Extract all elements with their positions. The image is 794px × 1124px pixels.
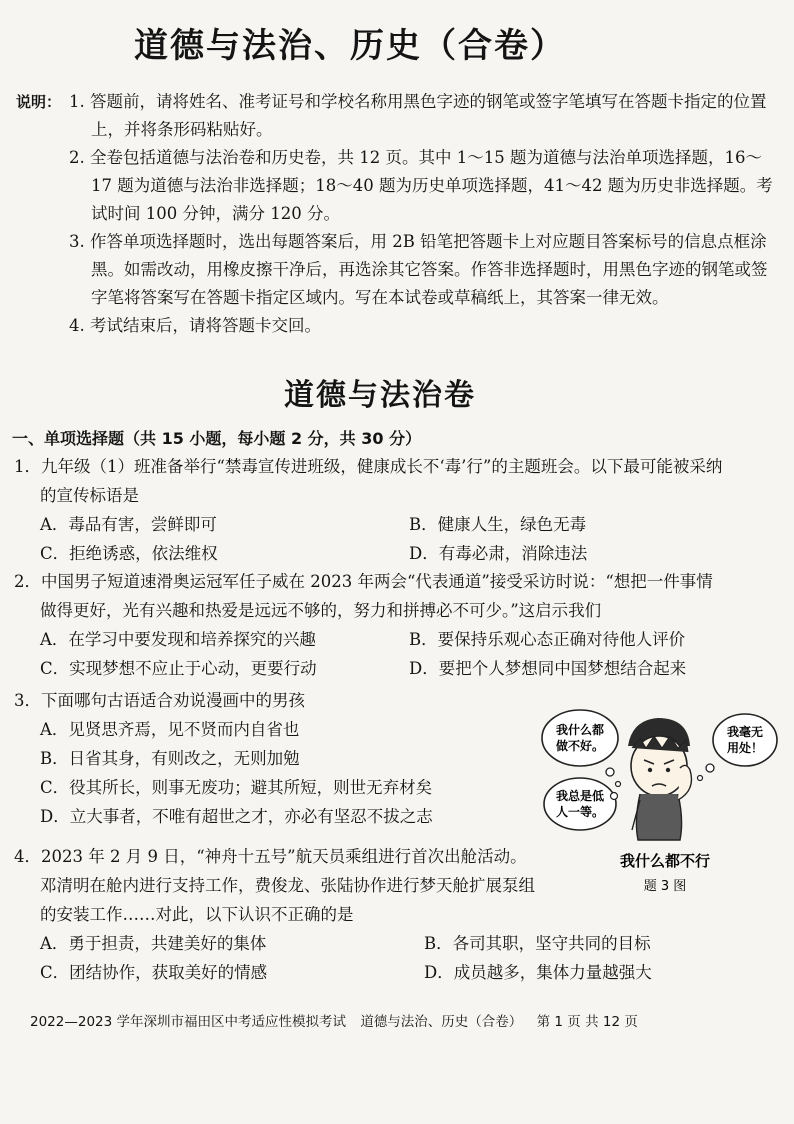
option-a: A．毒品有害，尝鲜即可 — [40, 515, 217, 534]
question-stem: 4．2023 年 2 月 9 日，“神舟十五号”航天员乘组进行首次出舱活动。邓清明在舱内进行支持工作，费俊龙、张陆协作进行梦天舱扩展泵组的安装工作……对此，以下认识不正确的是 — [14, 847, 535, 924]
boy-figure — [628, 718, 692, 840]
option-a: A．见贤思齐焉，见不贤而内自省也 — [40, 720, 300, 739]
page-footer — [30, 1010, 770, 1030]
option-b: B．日省其身，有则改之，无则加勉 — [40, 749, 300, 768]
cartoon-caption: 我什么都不行 — [619, 852, 711, 870]
instruction-item-2: 2. 全卷包括道德与法治卷和历史卷，共 12 页。其中 1～15 题为道德与法治单项选择题，16～17 题为道德与法治非选择题；18～40 题为历史单项选择题，41～42 题为历史非选择题。考试时间 100 分钟，满分 120 分。 — [69, 148, 773, 223]
question-3 — [14, 686, 534, 831]
question-4 — [14, 842, 729, 987]
bubble-3-line-2: 人一等。 — [555, 805, 605, 819]
option-d: D．要把个人梦想同中国梦想结合起来 — [409, 659, 687, 678]
footer-subject: 道德与法治、历史（合卷） — [360, 1014, 523, 1030]
paper-title: 道德与法治、历史（合卷） — [134, 26, 566, 66]
option-c: C．实现梦想不应止于心动，更要行动 — [40, 659, 317, 678]
option-d: D．立大事者，不唯有超世之才，亦必有坚忍不拔之志 — [40, 807, 433, 826]
option-c: C．拒绝诱惑，依法维权 — [40, 544, 218, 563]
instruction-item-1: 1. 答题前，请将姓名、准考证号和学校名称用黑色字迹的钢笔或签字笔填写在答题卡指定的位置上，并将条形码粘贴好。 — [69, 92, 767, 139]
question-2 — [14, 567, 729, 683]
instructions-lead: 说明： — [16, 93, 62, 111]
part-heading: 一、单项选择题（共 15 小题，每小题 2 分，共 30 分） — [12, 429, 422, 448]
option-d: D．有毒必肃，消除违法 — [409, 544, 588, 563]
option-b: B．健康人生，绿色无毒 — [409, 515, 587, 534]
option-b: B．各司其职，坚守共同的目标 — [424, 934, 651, 953]
option-c: C．团结协作，获取美好的情感 — [40, 963, 268, 982]
bubble-3-line-1: 我总是低 — [555, 789, 605, 803]
bubble-1-line-1: 我什么都 — [555, 723, 605, 737]
question-stem: 2．中国男子短道速滑奥运冠军任子威在 2023 年两会“代表通道”接受采访时说：“想把一件事情做得更好，光有兴趣和热爱是远远不够的，努力和拼搏必不可少。”这启示我们 — [14, 572, 713, 620]
bubble-2-line-2: 用处！ — [726, 741, 764, 755]
instruction-item-3: 3. 作答单项选择题时，选出每题答案后，用 2B 铅笔把答题卡上对应题目答案标号的信息点框涂黑。如需改动，用橡皮擦干净后，再选涂其它答案。作答非选择题时，用黑色字迹的钢笔或签字笔将答案写在答题卡指定区域内。写在本试卷或草稿纸上，其答案一律无效。 — [69, 232, 768, 307]
option-a: A．在学习中要发现和培养探究的兴趣 — [40, 630, 316, 649]
instruction-item-4: 4. 考试结束后，请将答题卡交回。 — [69, 316, 321, 335]
option-c: C．役其所长，则事无废功；避其所短，则世无弃材矣 — [40, 778, 433, 797]
footer-exam-name: 2022—2023 学年深圳市福田区中考适应性模拟考试 — [30, 1014, 347, 1030]
question-stem: 1．九年级（1）班准备举行“禁毒宣传进班级，健康成长不‘毒’行”的主题班会。以下最可能被采纳的宣传标语是 — [14, 457, 723, 505]
option-b: B．要保持乐观心态正确对待他人评价 — [409, 630, 686, 649]
section-title: 道德与法治卷 — [284, 378, 476, 413]
instructions — [16, 88, 776, 340]
option-d: D．成员越多，集体力量越强大 — [424, 963, 652, 982]
figure-label: 题 3 图 — [643, 879, 687, 894]
question-stem: 3．下面哪句古语适合劝说漫画中的男孩 — [14, 691, 305, 710]
option-a: A．勇于担责，共建美好的集体 — [40, 934, 267, 953]
bubble-2-line-1: 我毫无 — [726, 725, 764, 739]
bubble-1-line-2: 做不好。 — [555, 739, 605, 753]
footer-page-number: 第 1 页 共 12 页 — [536, 1014, 638, 1030]
question-1 — [14, 452, 729, 568]
